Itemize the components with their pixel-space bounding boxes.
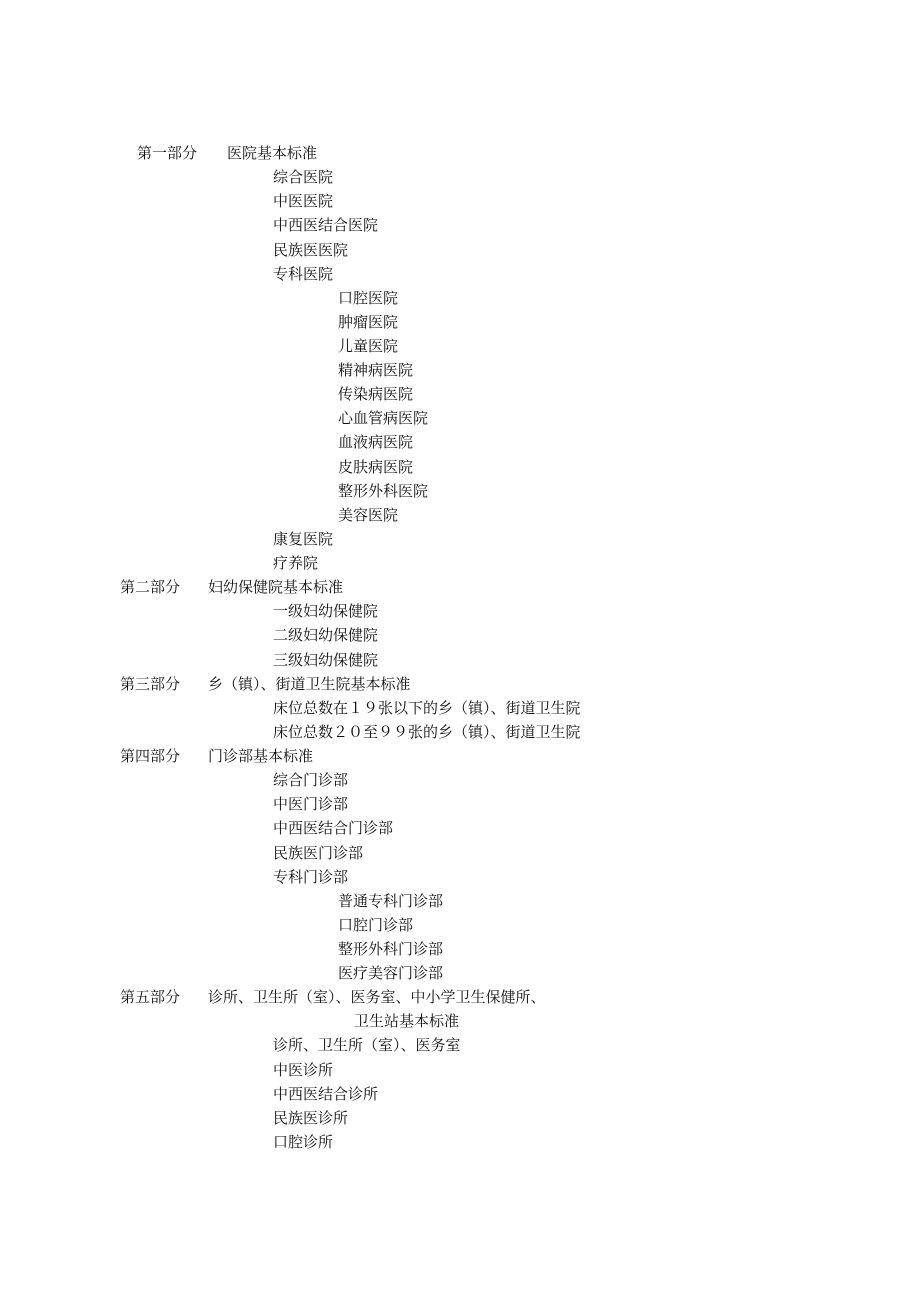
toc-subitem: 普通专科门诊部	[338, 891, 444, 910]
toc-subitem: 口腔医院	[338, 288, 399, 307]
toc-item: 中医门诊部	[273, 795, 349, 814]
toc-subitem: 美容医院	[338, 505, 399, 524]
part-label: 第一部分	[137, 144, 198, 162]
toc-item: 一级妇幼保健院	[273, 602, 379, 621]
part-title: 门诊部基本标准	[208, 747, 314, 765]
toc-item: 康复医院	[273, 529, 334, 548]
toc-item: 疗养院	[273, 554, 319, 572]
toc-subitem: 皮肤病医院	[338, 457, 414, 476]
toc-subitem: 口腔门诊部	[338, 915, 414, 934]
toc-subitem: 肿瘤医院	[338, 312, 399, 331]
toc-item: 床位总数在１９张以下的乡（镇）、街道卫生院	[273, 698, 581, 717]
toc-item: 民族医门诊部	[273, 843, 364, 862]
toc-item: 民族医医院	[273, 240, 349, 259]
toc-item: 中西医结合医院	[273, 216, 379, 235]
toc-item: 综合门诊部	[273, 771, 349, 790]
toc-item: 专科医院	[273, 264, 334, 283]
toc-item: 床位总数２０至９９张的乡（镇）、街道卫生院	[273, 722, 581, 741]
toc-item: 民族医诊所	[273, 1108, 349, 1127]
toc-item: 诊所、卫生所（室）、医务室	[273, 1036, 461, 1055]
toc-subitem: 整形外科医院	[338, 481, 429, 500]
part-title: 医院基本标准	[227, 144, 318, 162]
toc-item: 中西医结合诊所	[273, 1084, 379, 1103]
part-label: 第二部分	[120, 578, 181, 597]
part-title-continuation: 卫生站基本标准	[354, 1012, 460, 1031]
toc-item: 二级妇幼保健院	[273, 626, 379, 645]
toc-subitem: 医疗美容门诊部	[338, 964, 444, 983]
toc-subitem: 精神病医院	[338, 361, 414, 380]
part-title: 乡（镇）、街道卫生院基本标准	[208, 674, 411, 693]
toc-subitem: 血液病医院	[338, 433, 414, 452]
part-title: 妇幼保健院基本标准	[208, 578, 344, 597]
toc-subitem: 传染病医院	[338, 385, 414, 404]
toc-item: 专科门诊部	[273, 867, 349, 886]
toc-item: 三级妇幼保健院	[273, 650, 379, 669]
part-label: 第四部分	[120, 747, 181, 765]
toc-item: 中医医院	[273, 192, 334, 211]
toc-item: 综合医院	[273, 168, 334, 187]
part-title: 诊所、卫生所（室）、医务室、中小学卫生保健所、	[208, 988, 546, 1007]
toc-item: 中西医结合门诊部	[273, 819, 394, 838]
toc-subitem: 整形外科门诊部	[338, 940, 444, 958]
toc-subitem: 儿童医院	[338, 337, 399, 355]
toc-subitem: 心血管病医院	[338, 409, 429, 428]
toc-item: 中医诊所	[273, 1060, 334, 1079]
part-label: 第五部分	[120, 988, 181, 1007]
toc-item: 口腔诊所	[273, 1132, 334, 1151]
part-label: 第三部分	[120, 674, 181, 693]
